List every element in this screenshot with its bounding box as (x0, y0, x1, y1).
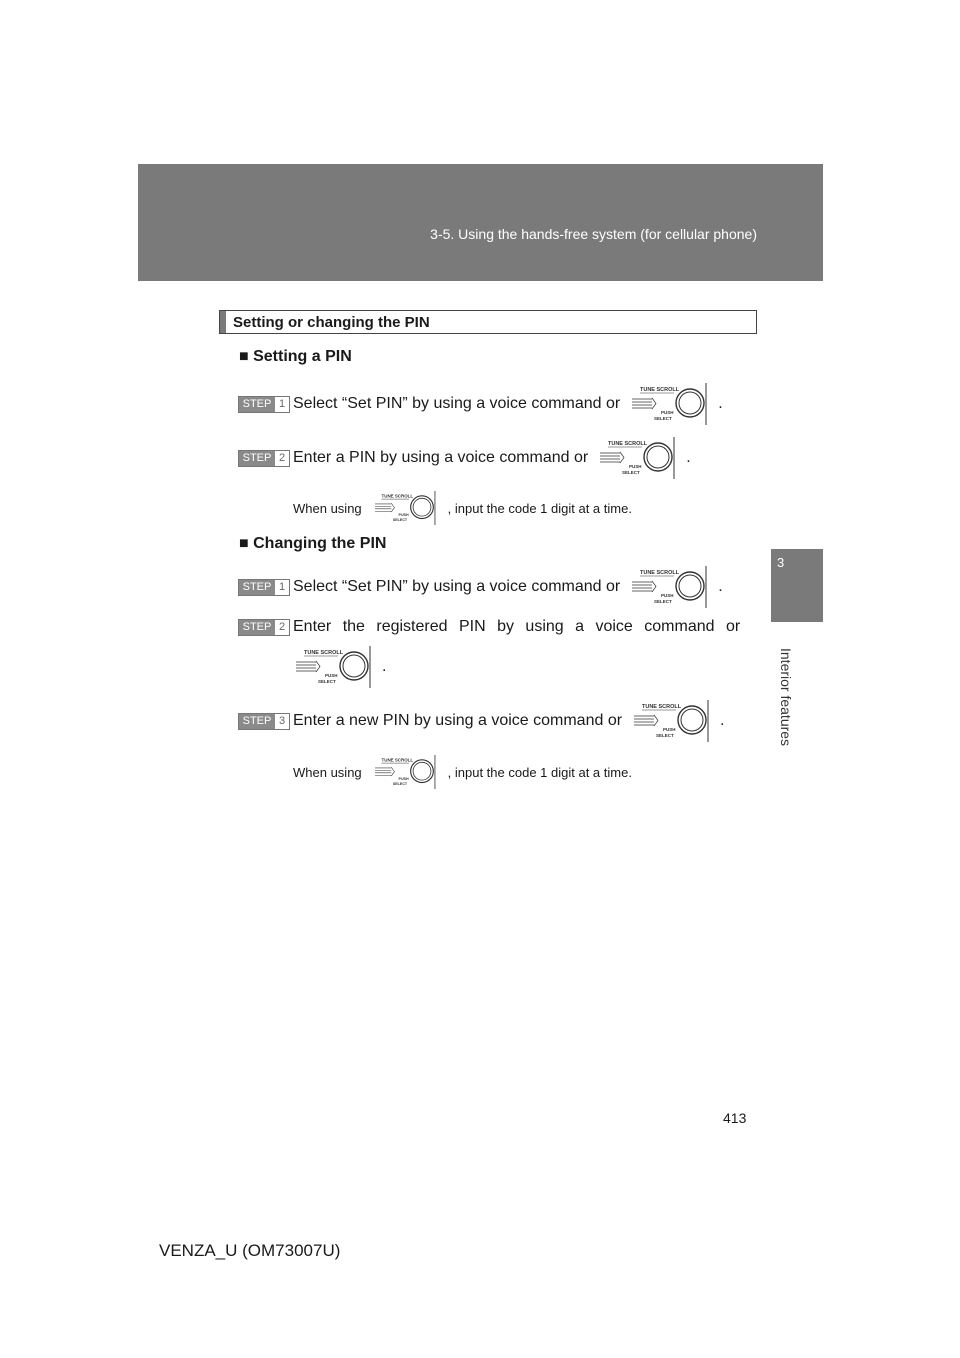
svg-text:SELECT: SELECT (622, 470, 641, 475)
step-label: STEP (239, 620, 275, 635)
step-end: . (718, 578, 723, 595)
chapter-side-label: Interior features (778, 648, 794, 747)
svg-text:PUSH: PUSH (629, 464, 642, 469)
note-text: When using (293, 764, 362, 780)
step-label: STEP (239, 397, 275, 412)
subheading-setting-pin: ■ Setting a PIN (239, 348, 352, 365)
step-end: . (718, 395, 723, 412)
chapter-number: 3 (777, 555, 785, 570)
note-text: When using (293, 500, 362, 516)
svg-text:TUNE SCROLL: TUNE SCROLL (642, 704, 682, 710)
page-number: 413 (723, 1110, 747, 1126)
breadcrumb: 3-5. Using the hands-free system (for cellular phone) (430, 226, 757, 242)
svg-text:PUSH: PUSH (398, 777, 409, 782)
section-title-bar (219, 310, 757, 334)
svg-text:SELECT: SELECT (318, 679, 336, 684)
tune-scroll-knob-icon (630, 383, 708, 425)
step-badge (238, 450, 290, 467)
svg-text:TUNE SCROLL: TUNE SCROLL (640, 387, 680, 393)
step-text: Select “Set PIN” by using a voice command or (293, 578, 621, 595)
tune-scroll-knob-icon (372, 491, 438, 525)
svg-text:TUNE SCROLL: TUNE SCROLL (304, 650, 344, 656)
note-text: , input the code 1 digit at a time. (447, 764, 632, 780)
step-number: 1 (278, 398, 286, 410)
step-number: 3 (278, 715, 286, 727)
step-text: Enter the registered PIN by using a voice command or (293, 618, 741, 635)
step-instruction (293, 383, 723, 425)
svg-text:TUNE SCROLL: TUNE SCROLL (381, 493, 413, 499)
svg-text:TUNE SCROLL: TUNE SCROLL (608, 441, 648, 447)
step-label: STEP (239, 714, 275, 729)
svg-text:TUNE SCROLL: TUNE SCROLL (381, 757, 413, 763)
step-badge (238, 396, 290, 413)
svg-text:PUSH: PUSH (398, 513, 409, 518)
step-instruction (293, 566, 723, 608)
svg-text:PUSH: PUSH (661, 410, 674, 415)
step-end: . (720, 712, 725, 729)
svg-text:TUNE SCROLL: TUNE SCROLL (640, 570, 680, 576)
step-instruction-continued (284, 646, 386, 688)
note-text: , input the code 1 digit at a time. (447, 500, 632, 516)
svg-text:SELECT: SELECT (654, 416, 673, 421)
step-number: 2 (278, 452, 286, 464)
svg-text:SELECT: SELECT (392, 781, 407, 786)
svg-text:SELECT: SELECT (656, 733, 674, 738)
section-title: Setting or changing the PIN (233, 314, 430, 331)
tune-scroll-knob-icon (598, 437, 676, 479)
step-badge (238, 579, 290, 596)
note (293, 491, 632, 525)
step-number: 2 (278, 621, 286, 633)
svg-text:PUSH: PUSH (325, 673, 338, 678)
step-end: . (686, 449, 691, 466)
svg-text:PUSH: PUSH (661, 593, 674, 598)
step-badge (238, 619, 290, 636)
tune-scroll-knob-icon (630, 566, 708, 608)
step-instruction (293, 437, 691, 479)
tune-scroll-knob-icon (632, 700, 710, 742)
step-text: Enter a new PIN by using a voice command or (293, 712, 623, 729)
svg-text:SELECT: SELECT (392, 517, 407, 522)
step-text: Select “Set PIN” by using a voice command or (293, 395, 621, 412)
svg-text:PUSH: PUSH (663, 727, 676, 732)
step-instruction (293, 618, 753, 636)
step-label: STEP (239, 451, 275, 466)
step-label: STEP (239, 580, 275, 595)
tune-scroll-knob-icon (372, 755, 438, 789)
step-end: . (382, 658, 387, 675)
step-instruction (293, 700, 725, 742)
subheading-changing-pin: ■ Changing the PIN (239, 535, 387, 552)
chapter-tab (771, 549, 823, 622)
step-number: 1 (278, 581, 286, 593)
tune-scroll-knob-icon (294, 646, 372, 688)
step-badge (238, 713, 290, 730)
svg-text:SELECT: SELECT (654, 599, 673, 604)
note (293, 755, 632, 789)
step-text: Enter a PIN by using a voice command or (293, 449, 589, 466)
chapter-header (138, 164, 823, 281)
document-id: VENZA_U (OM73007U) (159, 1241, 341, 1260)
